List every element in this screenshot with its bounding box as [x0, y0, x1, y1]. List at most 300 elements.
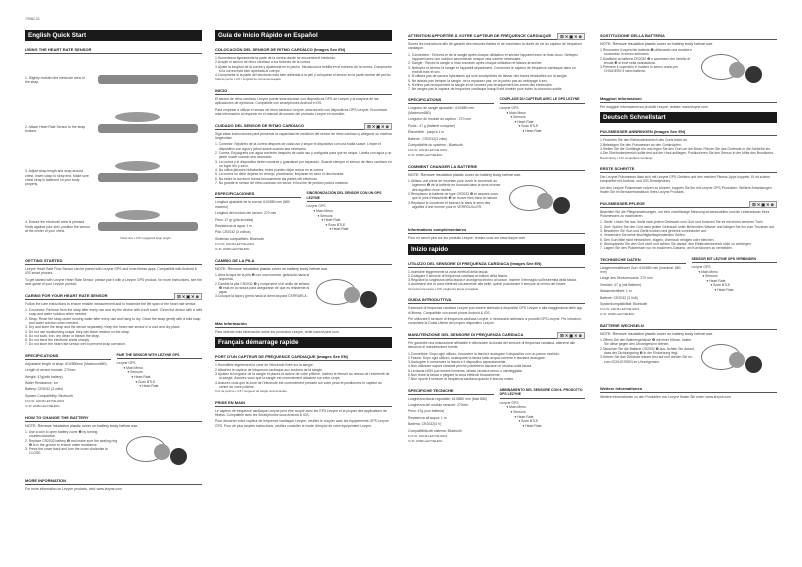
specs-and-pairing [215, 185, 392, 252]
footnote: Tour de poitrine x 0,8 = longueur de sangle recommandée. [215, 389, 288, 394]
menu-path-item: ▾ Sensors [127, 370, 143, 375]
paragraph: To get started with Lezyne Heart Rate Sensor, please pair it with a Lezyne GPS product, for more instructions, see the user guide of your Lezyne product. [25, 277, 202, 287]
pairing-heading: SINCRONIZACIÓN DEL SENSOR CON UN GPS LEZYNE [307, 191, 393, 202]
battery-steps [215, 273, 310, 315]
list-item: 4.Non utilizzare saponi idratanti perché potrebbero lasciare un residuo sulla fascia. [408, 364, 533, 369]
menu-path-item: ▾ Scan BTLE [518, 124, 539, 129]
footnote: Talla de pecho x 0,8 = longitud de correa aconsejada. [215, 77, 282, 82]
list-item: 2. Correa: Enjuáguela con agua corriente después de cada uso y cuélguela para que se seque. Lávela con agua y un jabón suave cuando sea necesario. [215, 150, 392, 160]
section-heading [215, 321, 392, 328]
battery-part-shape [553, 197, 570, 214]
spec-line: Battery: CR2032 (3 volts) [25, 387, 64, 392]
list-item: 2.Cambie la pila CR2032 ❷ y compruebe si el anillo de sellado ❸ está en la ranura para asegurarse de que es resistente al agua. [215, 281, 310, 295]
battery-part-shape [745, 356, 762, 373]
menu-path-item: Lezyne GPS [499, 106, 519, 111]
instruction-list [215, 56, 392, 77]
battery-part-shape [360, 291, 377, 308]
pairing-heading: COUPLAGE DU CAPTEUR AVEC LE GPS LEZYNE [500, 97, 586, 104]
list-item: 1.Inumidire leggermente la zona elettrodi della fascia. [408, 269, 489, 274]
battery-steps [25, 430, 120, 472]
step-text: 1. Slightly moisten the electrode area of the strap. [25, 75, 85, 84]
list-item: 1.Humedezca ligeramente la parte de la correa donde se encuentra el electrodo. [215, 56, 337, 60]
battery-note: NOTE: Remove insulation plastic cover on battery body before use. [600, 42, 714, 46]
list-item: 3.Replacez le couvercle et tournez-le dans le sens des aiguilles d'une montre pour le VERROUILLER. [408, 200, 491, 209]
spec-line: Compatibilité du système : Bluetooth [408, 142, 464, 147]
heading-text: PORT D'UN CAPTEUR DE FRÉQUENCE CARDIAQUE (Images See EN) [215, 354, 348, 360]
section-heading [408, 297, 585, 304]
specs-heading: SPECIFICHE TECNICHE [408, 388, 494, 395]
list-item: 1.Feuchten Sie den Elektrodenbereich des Gurts leicht an. [600, 138, 688, 143]
spec-line: Water Resistance: 1m [25, 380, 59, 385]
list-item: 4. Verwenden Sie keine feuchtigkeitsspendenden Seifen. [600, 233, 686, 238]
paragraph: Follow the care instructions to ensure reliable measurement and to maximize the life span of the heart rate sensor. [25, 301, 197, 306]
spec-line: System Compatibility: Bluetooth [25, 393, 73, 398]
battery-note: NOTE: Remove insulation plastic cover on battery body before use. [408, 173, 522, 178]
section-heading [215, 400, 392, 407]
list-item: 7. Lagern Sie den Pulsmesser nur im trockenen Zustand, um Korrosionen zu vermeiden. [600, 246, 733, 251]
battery-part-shape [154, 444, 170, 460]
fasten-strap-illustration [90, 159, 202, 199]
menu-path-item: Lezyne GPS [691, 265, 711, 270]
list-item: 2.Befestigen Sie den Pulsmesser an den Gurtknöpfen. [600, 142, 682, 147]
specifications [25, 347, 111, 409]
fcc-id: IC ID: 20080-LEZYNEHR01 [215, 246, 250, 251]
paragraph: Pour démarrer votre capteur de fréquence cardiaque Lezyne, veuillez le coupler avec les équipements GPS Lezyne GPS. Pour de plus amples instructions, veuillez consulter le mode d'emploi de votre équipement Lezyne. [215, 419, 389, 428]
fcc-id: IC ID: 20080-LEZYNEHR01 [25, 403, 60, 408]
specs-and-pairing [408, 382, 585, 444]
list-item: 3.Ajuste la longitud de la correa y ajústesela en el pecho. Introduzca la hebilla en el extremo de la correa. Compruebe si la correa está bien apretada al cuerpo. [215, 64, 392, 73]
battery-steps [600, 338, 695, 380]
fcc-id: IC ID: 20080-LEZYNEHR01 [600, 311, 635, 316]
specs-and-pairing [600, 251, 777, 318]
specs-and-pairing [25, 347, 202, 409]
list-item: 7. Do not store the heart rate sensor wet to prevent snap corrosion. [25, 342, 126, 347]
spec-line: Peso: 47g (con batteria) [408, 409, 445, 414]
column-spanish-french [215, 27, 392, 430]
strap-shape [98, 75, 198, 84]
spec-line: Systemkompatibilität: Bluetooth [600, 301, 648, 306]
list-item: 6. Überspannen Sie den Gurt nicht und achten Sie darauf, den Elektrodenbereich nicht zu verbiegen. [600, 241, 752, 246]
list-item: 7.Non riporre il sensore di frequenza cardiaca quando è ancora umido. [408, 377, 515, 382]
fcc-id: IC ID: 20080-LEZYNEHR01 [408, 152, 443, 157]
paragraph: Siga estas instrucciones para preservar la capacidad de medición del sensor de ritmo cardíaco y asegurar su máxima longevidad. [215, 131, 392, 140]
specs-heading: ESPECIFICACIONES [215, 191, 301, 198]
battery-steps [408, 179, 503, 221]
paragraph: El sensor de ritmo cardíaco Lezyne puede sincronizarse con dispositivos GPS de Lezyne y la mayoría de las aplicaciones de ejercicios. Compatible con smartphones Android e iOS. [215, 96, 379, 106]
list-item: 2.Collegare il sensore di frequenza cardiaca ai bottoni della fascia. [408, 273, 508, 278]
spec-line: Étanchéité : jusqu'à 1 m [408, 130, 445, 135]
heading-text: Maggiori informazioni [600, 96, 642, 101]
list-item: 1. Use a coin to open battery cover ❶ by turning counterclockwise. [25, 429, 98, 439]
section-title-bar: Deutsch Schnellstart [600, 112, 777, 123]
battery-part-shape [537, 193, 553, 209]
section-heading [600, 166, 777, 173]
pairing-menu-path [500, 91, 586, 158]
battery-part-shape [729, 352, 745, 368]
list-item: 4.Der Elektrodenbereich sollte fest auf der Haut aufliegen. Positionieren Sie den Sensor in der Mitte des Brustkorbs. [600, 151, 774, 156]
list-item: 1.Utilisez une pièce de monnaie pour ouvrir le couvercle du logement ❶ de la batterie en tournant dans le sens inverse des aiguilles d'une montre. [408, 179, 501, 192]
menu-path-item: ▾ Scan BTLE [325, 222, 346, 227]
list-item: 2. Sangle : Rincez la sangle à l'eau courante après chaque utilisation et laissez-la sécher. [408, 61, 543, 66]
list-item: 2.Sostituire la batteria CR2032 ❷ e accertarsi che l'anello di tenuta ❸ si trovi nella scanalatura. [600, 56, 691, 65]
spec-line: Lunghezza del modulo sensore: 270mm [408, 403, 469, 408]
section-heading [215, 258, 392, 265]
instruction-list [408, 352, 585, 382]
list-item: 3. Nettoyez et séchez la sangle et l'appareil séparément. Conservez le capteur de fréquence cardiaque dans un endroit frais et sec. [408, 65, 576, 74]
pairing-heading: PAIR THE SENSOR WITH LEZYNE GPS [117, 353, 203, 360]
heading-text: CAMBIO DE LA PILA [215, 257, 255, 263]
menu-path-item: ▾ Main Menu [313, 209, 333, 214]
section-heading [408, 261, 585, 268]
wet-strap-illustration [90, 61, 202, 101]
list-item: 7. No guarde el sensor de ritmo cardíaco sin secar; el broche de presión podría oxidarse. [215, 181, 349, 185]
setup-step [25, 105, 202, 154]
spec-line: Compatibilità del sistema: Bluetooth [408, 428, 462, 433]
paragraph: Le capteur de fréquence cardiaque Lezyne peut être couplé avec les GPS Lezyne et la plupart des applications de fitness. Compatible avec les Smartphones sous Android & iOS. [215, 408, 387, 417]
menu-path-item: ▾ Scan BTLE [710, 283, 731, 288]
heading-text: INICIO [215, 87, 228, 93]
heading-text: MANUTENZIONE DEL SENSORE DI FREQUENZA CARDIACA [408, 331, 524, 337]
spec-line: Longitud del módulo del sensor: 270 mm [215, 211, 277, 216]
menu-path-item: ▾ Heart Rate [706, 278, 726, 283]
heading-text: MORE INFORMATION [25, 477, 67, 483]
heading-text: Weitere Informationen [600, 386, 643, 392]
list-item: 3. Dry and store the strap and the device separately. Keep the heart rate sensor in a cool and dry place. [25, 325, 181, 330]
list-item: 2.Remplacez la batterie de type CR2032 ❷ et assurez-vous que le joint d'étanchéité ❸ se trouve bien dans la rainure. [408, 192, 499, 201]
paragraph: Per utilizzare il sensore di frequenza cardiaca Lezyne, è necessario abbinarlo a prodotti GPS Lezyne. Per istruzioni, consultare la Guida Utente del proprio dispositivo Lezyne. [408, 316, 582, 326]
menu-path-item: Lezyne GPS [306, 204, 326, 209]
list-item: 2.Acople el sensor de ritmo cardíaco a los botones de la correa. [215, 60, 311, 65]
paragraph: Il sensore di frequenza cardiaca Lezyne può essere abbinato a dispositivi GPS Lezyne e alla maggioranza delle app di fitness. Compatibile con smart phone Android & iOS. [408, 306, 583, 315]
fcc-id: IC ID: 20080-LEZYNEHR01 [408, 438, 443, 443]
spec-line: Weight: 47g(with battery) [25, 374, 63, 379]
section-heading [600, 323, 777, 330]
heading-text: GUIDA INTRODUTTIVA [408, 297, 452, 303]
pairing-heading: SENSOR MIT LEZYNE GPS VERBINDEN [692, 257, 778, 264]
list-item: 6. No estire la correa ni tuerza bruscamente las partes del electrodo. [215, 176, 318, 181]
heading-text: PULSMESSER-PFLEGE [600, 200, 645, 206]
fcc-id: FCC ID: 2AD45-LEZYNE-HR01 [25, 399, 65, 404]
menu-path-item: ▾ Heart Rate [139, 384, 159, 389]
instruction-list [215, 142, 392, 185]
sensor-pod-shape [115, 112, 160, 122]
chest-position-illustration [90, 208, 202, 248]
spec-line: Sistemas compatibles: Bluetooth [215, 236, 265, 241]
step-text: 3. Adjust strap length and wrap around chest. Insert clasp to strap end. Make sure chest strap is fastened on your body properly. [25, 169, 89, 187]
list-item: 4.Assurez-vous que la zone de l'électrode est correctement pressée sur votre peau et positionnez le capteur au centre de votre poitrine. [215, 380, 383, 389]
battery-cover-illustration [124, 430, 202, 472]
paragraph: Der Lezyne Pulsmesser lässt sich mit Lezyne GPS-Geräten und den meisten Fitness-Apps koppeln. Er ist zudem kompatibel mit Android- und iOS-Smartphones. [600, 175, 770, 184]
fcc-id: FCC ID: 2AD45-LEZYNE-HR01 [215, 242, 255, 247]
section-title-bar: Inizio rapido [408, 244, 585, 255]
menu-path-item: ▾ Main Menu [123, 365, 143, 370]
battery-change [600, 338, 777, 380]
list-item: 1. Gerät: Lösen Sie das Gerät nach jedem Gebrauch vom Gurt und trocknen Sie es mit einem weichen Tuch. [600, 220, 764, 225]
attach-sensor-illustration [90, 110, 202, 150]
battery-note: NOTE: Remove insulation plastic cover on battery body before use. [215, 266, 329, 271]
care-symbols-icon: ☒ ✕ ▣ ✕ ⊗ [364, 123, 392, 130]
heading-text: Informations complémentaires [408, 227, 467, 233]
battery-part-shape [729, 62, 745, 78]
spec-line: Longueur de sangle ajustable : 610/880 mm (Maximum880) [408, 106, 475, 115]
menu-path-item: ▾ Heart Rate [514, 119, 534, 124]
section-heading [25, 293, 202, 300]
spec-line: Batterie: CR2032 (3 Volt) [600, 295, 638, 300]
heading-text: CUIDADO DEL SENSOR DE RITMO CARDÍACO [215, 122, 305, 128]
menu-path-item: ▾ Main Menu [698, 269, 718, 274]
strap-shape [98, 173, 198, 182]
list-item: 3.Asciugare e conservare la fascia e il dispositivo separatamente. [408, 360, 507, 365]
setup-step [25, 56, 202, 105]
paragraph: Pour en savoir plus sur les produits Lezyne, rendez-vous sur www.lezyne.com [408, 236, 526, 241]
menu-path-item: ▾ Sensors [317, 213, 333, 218]
list-item: 4.Compruebe si la parte del electrodo está bien adherida a la piel y colóquese el sensor en la parte central del pecho. [215, 73, 392, 78]
section-heading [408, 33, 585, 40]
menu-path-item: ▾ Heart Rate [329, 227, 349, 232]
menu-path-item: ▾ Scan BTLE [518, 419, 539, 424]
column-english [25, 27, 202, 493]
section-heading [600, 386, 777, 393]
heading-text: COMMENT CHANGER LA BATTERIE [408, 164, 478, 170]
list-item: 5. Den Gurt bitte nicht einweichen, bügeln, chemisch reinigen oder bleichen. [600, 237, 715, 242]
section-title-bar: English Quick Start [25, 30, 202, 41]
heading-text: PULSMESSER ANBRINGEN (Images See EN) [600, 129, 686, 135]
section-heading [25, 47, 202, 54]
section-heading [25, 415, 202, 422]
heading-text: GETTING STARTED [25, 258, 63, 263]
heading-text: PRISE EN MAIN [215, 399, 246, 405]
strap-shape [98, 222, 198, 231]
list-item: 4. Do not use moisturizing soaps, they can leave residue on the strap. [25, 329, 130, 334]
specs-and-pairing [408, 91, 585, 158]
setup-step [25, 154, 202, 203]
section-heading [408, 332, 585, 339]
spec-line: Pila: CR2032 (3 voltios) [215, 230, 251, 235]
heading-text: HOW TO CHANGE THE BATTERY [25, 414, 89, 420]
spec-line: Gewicht: 47 g (mit Batterie) [600, 282, 642, 287]
battery-part-shape [344, 287, 360, 303]
battery-change [215, 273, 392, 315]
list-item: 5. Do not soak, iron, dry clean or bleach the strap. [25, 333, 101, 338]
care-symbols-icon: ☒ ✕ ▣ ✕ ⊗ [557, 33, 585, 40]
document-id: 70982-01 [25, 17, 40, 21]
spec-line: Resistenza all'acqua: 1 m [408, 415, 447, 420]
menu-path-item: ▾ Heart Rate [131, 375, 151, 380]
paragraph: Lezyne Heart Rate Flow Sensor can be paired with Lezyne GPS and most fitness apps. Compatible with Android & iOS smart phones. [25, 267, 198, 276]
section-heading [408, 164, 585, 171]
list-item: 2.Tauschen Sie die Batterie CR2032 ❷ aus. Achten Sie darauf, dass der Dichtungsring ❸ in der Einkerbung liegt. [600, 346, 695, 356]
paragraph: Beachten Sie die Pflegeanweisungen, um eine zuverlässige Messung sicherzustellen und die Lebensdauer Ihres Pulsmessers zu maximieren. [600, 209, 770, 219]
list-item: 4. N'utilisez pas de savons hydratants qui sont susceptibles de laisser des traces résiduelles sur la sangle. [408, 74, 568, 79]
spec-line: Batterie : CR2032(3 volts) [408, 136, 448, 141]
spec-line: Lunghezza fascia regolabile: 610/880 mm (Max 880) [408, 396, 487, 401]
sensor-pod-shape [115, 210, 160, 220]
section-heading [215, 123, 392, 130]
battery-change [408, 179, 585, 221]
spec-line: Batteria: CR2032(3 V) [408, 422, 442, 427]
pairing-heading: ABBINAMENTO DEL SENSORE CON IL PRODOTTO GPS LEZYNE [500, 388, 586, 399]
list-item: 2. Gurt: Spülen Sie den Gurt nach jedem Gebrauch unter fließendem Wasser und hängen Sie ihn zum Trocknen auf. [600, 224, 775, 229]
battery-change [600, 48, 777, 90]
step-text: 4. Ensure the electrode area is pressed firmly against your skin, position the sensor at the center of your chest. [25, 220, 90, 234]
section-heading [215, 354, 392, 361]
section-heading [600, 201, 777, 208]
paragraph: Para obtener más información sobre los productos Lezyne, visite www.lezyne.com. [215, 329, 340, 334]
heading-text: CARING FOR YOUR HEART RATE SENSOR [25, 292, 108, 298]
spec-line: Längenverstellbarer Gurt: 610/880 mm (maximal: 880 mm) [600, 265, 681, 274]
list-item: 1.Rimuovere il coperchio batteria ❶ utilizzando una moneta e ruotandolo in senso antiorario. [600, 48, 693, 57]
spec-line: Wasserdichtheit: 1 m [600, 289, 632, 294]
list-item: 1.Abra la tapa de la pila ❶ con una moneda, girándola hacia la izquierda. [215, 272, 310, 282]
care-symbols-icon: ☒ ✕ ▣ ✕ ⊗ [174, 293, 202, 300]
paragraph: Para empezar a utilizar el sensor de ritmo cardíaco Lezyne, sincronícelo con dispositivos GPS Lezyne. Encontrará más información al respecto en el manual de usuario del producto Lezyne en cuestión. [215, 107, 387, 117]
section-heading [215, 88, 392, 95]
paragraph: Suivez les instructions afin de garantir des mesures fiables et de maximiser la durée de vie du capteur de fréquence cardiaque. [408, 42, 582, 51]
list-item: 1. Connecteur : Enlevez-le de la sangle après chaque utilisation et séchez l'appareil avec un tissu doux. Nettoyez l'appareil avec une solution savonneuse lorsque cela s'avère nécessaire. [408, 52, 578, 62]
list-item: 3.Ajustez la longueur de la sangle et placez-la autour de votre poitrine. Insérez le fermoir au niveau de l'extrémité de la sangle. Assurez-vous que la sangle est correctement attachée sur votre corps. [215, 371, 390, 381]
list-item: 6. N'étirez pas brusquement la sangle et ne courbez pas brusquement les zones des électrodes. [408, 82, 553, 87]
menu-path-item: ▾ Heart Rate [514, 414, 534, 419]
care-symbols-icon: ☒ ✕ ▣ ✕ ⊗ [749, 201, 777, 208]
setup-step [25, 203, 202, 252]
list-item: 2. Replace CR2032 battery ❷ and make sure the sealing ring ❸ is in the groove to ensure water resistance. [25, 438, 118, 447]
list-item: 3.Premere il coperchio e ruotarlo in senso orario per CHIUDERE il vano batteria. [600, 65, 679, 74]
spec-line: Resistencia al agua: 1 m [215, 223, 253, 228]
section-heading [600, 96, 777, 103]
footnote: Brustumfang x 0,8= empfohlene Gurtlänge [600, 155, 653, 160]
spec-line: Länge des Sensormoduls: 270 mm [600, 276, 653, 281]
spec-line: Longitud ajustable de la correa: 610/880 mm (880 máximo) [215, 200, 290, 209]
paragraph: For more information on Lezyne products, visit: www.lezyne.com [25, 486, 122, 491]
heading-text: USING THE HEART RATE SENSOR [25, 47, 92, 52]
battery-part-shape [745, 66, 762, 83]
heading-text: Más información [215, 320, 247, 326]
fcc-id: FCC ID: 2AD45-LEZYNE-HR01 [408, 434, 448, 439]
menu-path-item: ▾ Heart Rate [714, 288, 734, 293]
heading-text: SOSTITUZIONE DELLA BATTERIA [600, 33, 665, 38]
specifications [408, 91, 494, 158]
battery-cover-illustration [314, 273, 392, 315]
list-item: 5. Ne laissez pas tremper la sangle, ne la repassez pas, ne la portez pas au nettoyage à sec. [408, 78, 548, 83]
menu-path-item: ▾ Heart Rate [522, 129, 542, 134]
battery-cover-illustration [699, 338, 777, 380]
battery-change [25, 430, 202, 472]
heading-text: UTILIZZO DEL SENSORE DI FREQUENZA CARDIACA (Images See EN) [408, 260, 542, 266]
list-item: 3. Press the cover back and turn the cover clockwise to CLOSE. [25, 447, 108, 456]
pairing-menu-path [692, 251, 778, 318]
spec-line: Poids : 47 g (batterie comprise) [408, 123, 456, 128]
menu-path-item: ▾ Sensors [510, 115, 526, 120]
list-item: 3.Regolare la lunghezza della fascia e avvolgerla intorno al torace. Inserire il fermaglio sull'estremità della fascia. [408, 278, 577, 283]
list-item: 2. Strap: Rinse the strap under running water after every use and hang to dry. Clean the strap gently with a mild soap and water solution when needed. [25, 316, 201, 325]
column-italian-german [600, 27, 777, 402]
battery-note: NOTE: Remove insulation plastic cover on battery body before use. [600, 332, 714, 337]
footnote: Circonferenza torace x 0,8= lunghezza fascia consigliata. [408, 286, 479, 291]
heading-text: ATTENTION APPORTÉE À VOTRE CAPTEUR DE FRÉQUENCE CARDIAQUE [408, 33, 552, 38]
instruction-list [600, 220, 777, 250]
list-item: 4. No utilice jabones hidratantes; estos pueden dejar restos en la correa. [215, 168, 324, 173]
column-french-italian [408, 27, 585, 444]
list-item: 5. La correa no debe dejarse en remojo, plancharse, limpiarse en seco ni decolorarse. [215, 172, 345, 177]
instruction-list [600, 138, 777, 155]
list-item: 3.Stellen Sie die Gurtlänge ein und legen Sie den Gurt um die Brust. Führen Sie das Gurtende in die Schließe ein. [600, 147, 772, 151]
list-item: 3.Setzen Sie das Gehäuse wieder fest auf und drehen Sie es zum SCHLIESSEN im Uhrzeigersinn. [600, 355, 692, 364]
fcc-id: FCC ID: 2AD45-LEZYNE-HR01 [600, 307, 640, 312]
list-item: 2.Attachez le capteur de fréquence cardiaque aux boutons de la sangle. [215, 367, 324, 372]
list-item: 1.Öffnen Sie den Batteriegehäuse ❶ mit einer Münze, indem Sie diese gegen den Uhrzeigersinn drehen. [600, 338, 692, 347]
battery-note: NOTE: Remove insulation plastic cover on battery body before use. [25, 423, 139, 428]
list-item: 1. Connector: Remove from the strap after every use and dry the device with a soft towel. Clean the device with a mild soap and water solution when needed. [25, 308, 202, 317]
section-heading [408, 227, 585, 234]
spec-line: Adjustable length of strap: 610/880mm (Maximum880) [25, 361, 107, 366]
list-item: 1. Conector: Sepárelo de la correa después de cada uso y seque el dispositivo con una toalla suave. Limpie el dispositivo con agua y jabón suave cuando sea necesario. [215, 142, 381, 151]
fcc-id: FCC ID: 2AD45-LEZYNE-HR01 [408, 148, 448, 153]
menu-path-item: ▾ Scan BTLE [135, 379, 156, 384]
pairing-menu-path [307, 185, 393, 252]
specifications [600, 251, 686, 318]
specifications [408, 382, 494, 444]
menu-path-item: Lezyne GPS [116, 361, 136, 366]
battery-cover-illustration [699, 48, 777, 90]
paragraph: Per garantire una misurazione affidabile e ottimizzare la durata del sensore di frequenza cardiaca, attenersi alle istruzioni di manutenzione fornite. [408, 340, 576, 350]
step-text: 2. Attach Heart Rate Sensor to the strap buttons. [25, 124, 86, 133]
heading-text: ERSTE SCHRITTE [600, 166, 635, 171]
section-heading [25, 478, 202, 485]
heading-text: COLOCACIÓN DEL SENSOR DE RITMO CARDÍACO (Images See EN) [215, 47, 346, 52]
pairing-menu-path [500, 382, 586, 444]
battery-cover-illustration [507, 179, 585, 221]
instruction-list [215, 363, 392, 389]
section-heading [25, 258, 202, 265]
care-symbols-icon: ☒ ✕ ▣ ✕ ⊗ [557, 332, 585, 339]
instruction-list [25, 308, 202, 347]
heading-text: BATTERIE WECHSELN [600, 323, 644, 329]
list-item: 7. Ne rangez pas le capteur de fréquence cardiaque lorsqu'il est humide pour éviter la corrosion subite. [408, 87, 563, 92]
menu-path-item: Lezyne GPS [499, 400, 519, 405]
pairing-menu-path [117, 347, 203, 409]
specs-heading: TECHNISCHE DATEN [600, 257, 686, 264]
list-item: 1.Humidifiez légèrement la zone de l'électrode fixée sur la sangle. [215, 363, 314, 368]
section-title-bar: Guía de Inicio Rápido en Español [215, 30, 392, 41]
specs-heading: SPECIFICATIONS [25, 353, 111, 360]
list-item: 3. La correa y el dispositivo deben secarse y guardarse por separado. Guarde siempre el sensor de ritmo cardíaco en un lugar frío y seco. [215, 159, 392, 168]
menu-path-item: ▾ Heart Rate [522, 423, 542, 428]
spec-line: Length of sensor module: 270mm [25, 368, 76, 373]
battery-steps [600, 48, 695, 90]
specifications [215, 185, 301, 252]
specs-heading: SPÉCIFICATIONS [408, 97, 494, 104]
paragraph: Per maggiori informazioni sui prodotti Lezyne, visitare: www.lezyne.com [600, 105, 708, 109]
list-item: 5.La fascia NON può essere immersa, stirata, lavata a secco o candeggiata. [408, 368, 523, 373]
spec-line: Longueur du module du capteur : 270 mm [408, 117, 472, 122]
menu-path-item: ▾ Sensors [510, 410, 526, 415]
strap-length-caption: Chest size x 0.8= suggested strap length [120, 235, 171, 240]
section-title-bar: Français démarrage rapide [215, 337, 392, 348]
list-item: 1.Connettore: Dopo ogni utilizzo, rimuovere la fascia e asciugare il dispositivo con un panno morbido. [408, 351, 560, 356]
strap-shape [98, 124, 198, 133]
battery-part-shape [170, 448, 187, 465]
list-item: 6. Do not bend the electrode areas sharply. [25, 338, 90, 343]
instruction-list [408, 53, 585, 92]
list-item: 3. Bewahren Sie Gurt und Gerät trocken und getrennt voneinander auf. [600, 229, 707, 234]
section-heading [600, 33, 777, 40]
list-item: 6.Non tirare la fascia o piegare la zona elettrodi bruscamente. [408, 373, 501, 378]
section-heading [600, 129, 777, 136]
menu-path-item: ▾ Main Menu [506, 405, 526, 410]
menu-path-item: ▾ Sensors [702, 274, 718, 279]
list-item: 4.Accertarsi che la zona elettrodi sia aderente alla pelle, quindi posizionare il sensore al centro del torace. [408, 282, 567, 287]
menu-path-item: ▾ Main Menu [506, 110, 526, 115]
